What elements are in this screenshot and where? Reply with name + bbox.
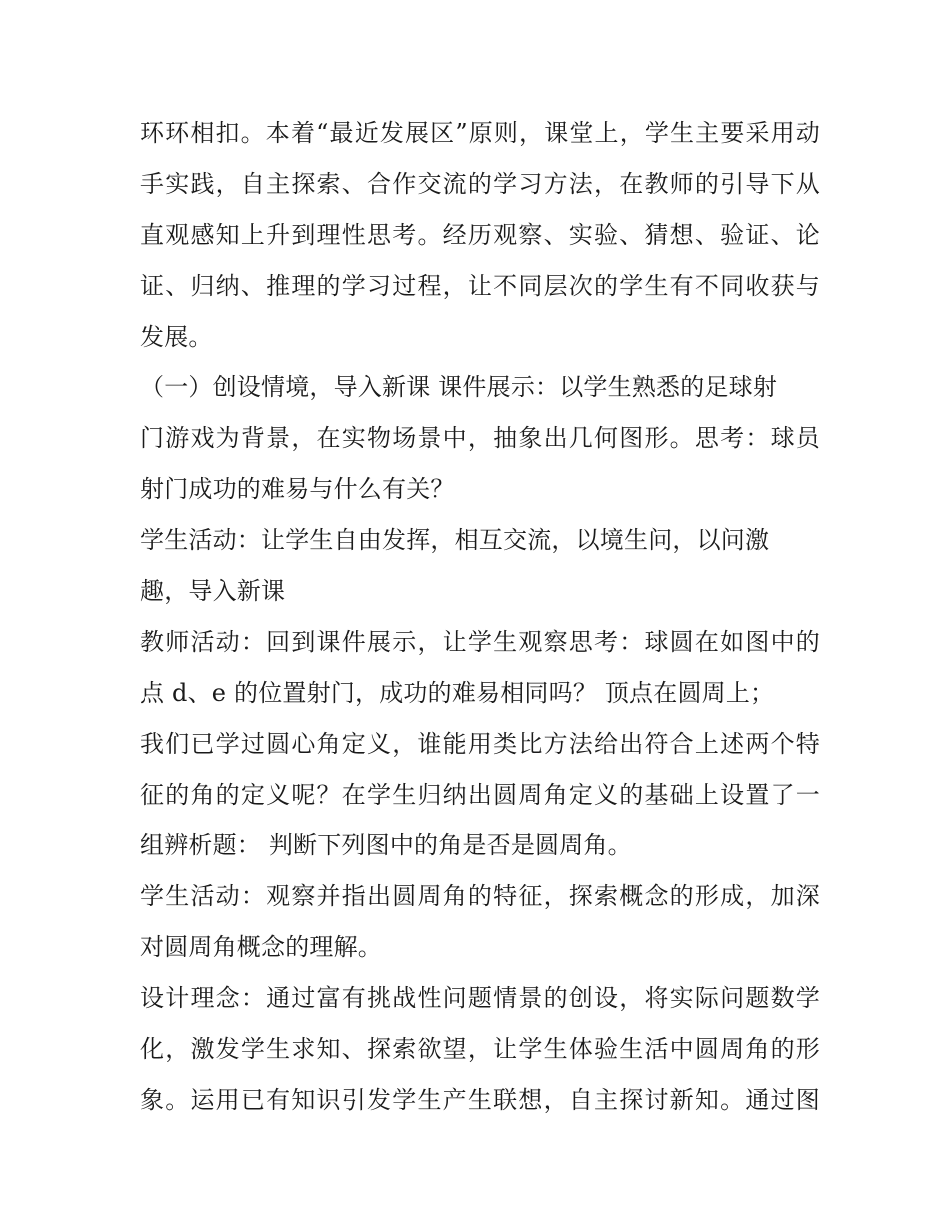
text-line: 证、归纳、推理的学习过程，让不同层次的学生有不同收获与 <box>140 271 820 300</box>
text-line: 教师活动：回到课件展示，让学生观察思考：球圆在如图中的 <box>140 627 820 656</box>
text-line: 环环相扣。本着“最近发展区”原则，课堂上，学生主要采用动 <box>140 119 820 147</box>
text-line: 我们已学过圆心角定义，谁能用类比方法给出符合上述两个特 <box>140 729 820 758</box>
text-line: 设计理念：通过富有挑战性问题情景的创设，将实际问题数学 <box>140 984 820 1013</box>
text-line: 化，激发学生求知、探索欲望，让学生体验生活中圆周角的形 <box>140 1035 820 1064</box>
text-line: 直观感知上升到理性思考。经历观察、实验、猜想、验证、论 <box>140 220 820 249</box>
text-line: 学生活动：观察并指出圆周角的特征，探索概念的形成，加深 <box>140 882 820 911</box>
text-line: 征的角的定义呢？在学生归纳出圆周角定义的基础上设置了一 <box>140 780 820 809</box>
text-line: 点 d、e 的位置射门，成功的难易相同吗？ 顶点在圆周上； <box>140 678 775 707</box>
text-line: 射门成功的难易与什么有关？ <box>140 475 455 504</box>
text-line: 学生活动：让学生自由发挥，相互交流，以境生问，以问激 <box>140 526 770 555</box>
text-line: 手实践，自主探索、合作交流的学习方法，在教师的引导下从 <box>140 169 820 198</box>
text-line: 组辨析题： 判断下列图中的角是否是圆周角。 <box>140 831 632 860</box>
text-line: 对圆周角概念的理解。 <box>140 933 382 962</box>
text-line: 发展。 <box>140 322 213 351</box>
section-heading-line: （一）创设情境，导入新课 课件展示：以学生熟悉的足球射 <box>140 373 778 402</box>
text-line: 趣，导入新课 <box>140 577 286 606</box>
text-line: 象。运用已有知识引发学生产生联想，自主探讨新知。通过图 <box>140 1085 820 1114</box>
document-body <box>140 108 820 1126</box>
text-line: 门游戏为背景，在实物场景中，抽象出几何图形。思考：球员 <box>140 424 820 453</box>
